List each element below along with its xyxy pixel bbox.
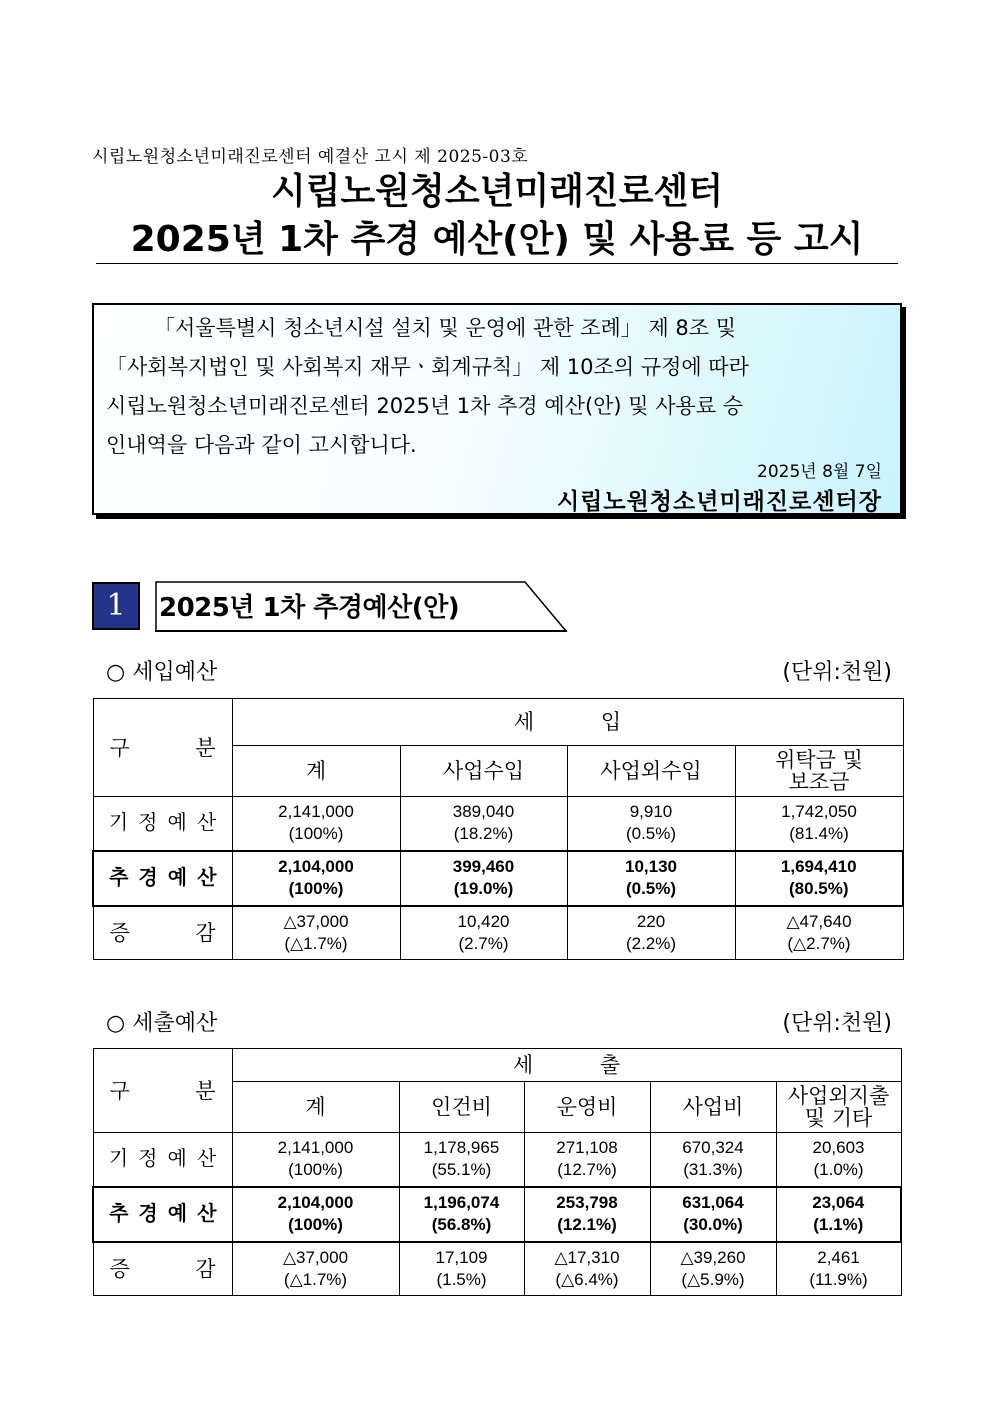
notice-box xyxy=(92,303,902,515)
revenue-row-original xyxy=(93,797,903,851)
notice-line-2: 「사회복지법인 및 사회복지 재무ㆍ회계규칙」 제 10조의 규정에 따라 xyxy=(106,355,749,379)
revenue-col-subsidy: 위탁금 및 보조금 xyxy=(735,746,903,797)
revenue-group-header: 세 입 xyxy=(232,699,903,746)
expenditure-row-revised xyxy=(93,1187,901,1242)
title-underline xyxy=(96,263,898,264)
title-line-2: 2025년 1차 추경 예산(안) 및 사용료 등 고시 xyxy=(130,219,864,260)
revenue-col-business: 사업수입 xyxy=(400,746,567,797)
expenditure-heading: ○ 세출예산 xyxy=(106,1011,218,1036)
table-cell: △39,260 (△5.9%) xyxy=(650,1242,776,1296)
section-number-badge: 1 xyxy=(92,582,140,630)
row-label: 기정예산 xyxy=(93,797,232,851)
table-cell: 389,040 (18.2%) xyxy=(400,797,567,851)
expenditure-col-total: 계 xyxy=(232,1082,399,1133)
table-cell: 2,104,000 (100%) xyxy=(232,851,400,906)
table-cell: 631,064 (30.0%) xyxy=(650,1187,776,1242)
row-label: 기정예산 xyxy=(93,1133,232,1187)
table-cell: 2,141,000 (100%) xyxy=(232,797,400,851)
expenditure-group-header: 세 출 xyxy=(232,1049,901,1082)
table-cell: 1,694,410 (80.5%) xyxy=(735,851,903,906)
table-cell: 220 (2.2%) xyxy=(567,906,735,960)
table-cell: △37,000 (△1.7%) xyxy=(232,906,400,960)
row-label: 추경예산 xyxy=(93,851,232,906)
revenue-row-revised xyxy=(93,851,903,906)
table-cell: 10,130 (0.5%) xyxy=(567,851,735,906)
notice-signature: 시립노원청소년미래진로센터장 xyxy=(556,489,882,515)
table-cell: 1,742,050 (81.4%) xyxy=(735,797,903,851)
expenditure-row-change xyxy=(93,1242,901,1296)
expenditure-unit: (단위:천원) xyxy=(782,1011,892,1036)
table-cell: △47,640 (△2.7%) xyxy=(735,906,903,960)
table-cell: 17,109 (1.5%) xyxy=(399,1242,524,1296)
row-label: 증 감 xyxy=(93,906,232,960)
expenditure-col-personnel: 인건비 xyxy=(399,1082,524,1133)
revenue-col-nonbusiness: 사업외수입 xyxy=(567,746,735,797)
notice-line-4: 인내역을 다음과 같이 고시합니다. xyxy=(106,433,417,457)
table-cell: 2,141,000 (100%) xyxy=(232,1133,399,1187)
table-cell: 253,798 (12.1%) xyxy=(524,1187,650,1242)
table-cell: 670,324 (31.3%) xyxy=(650,1133,776,1187)
row-label: 증 감 xyxy=(93,1242,232,1296)
table-cell: 23,064 (1.1%) xyxy=(776,1187,901,1242)
expenditure-col-other: 사업외지출 및 기타 xyxy=(776,1082,901,1133)
revenue-unit: (단위:천원) xyxy=(782,660,892,685)
table-cell: 2,461 (11.9%) xyxy=(776,1242,901,1296)
table-cell: △37,000 (△1.7%) xyxy=(232,1242,399,1296)
revenue-gubun-header: 구 분 xyxy=(93,699,232,797)
table-cell: 399,460 (19.0%) xyxy=(400,851,567,906)
expenditure-gubun-header: 구 분 xyxy=(93,1049,232,1133)
revenue-col-total: 계 xyxy=(232,746,400,797)
revenue-table xyxy=(92,698,904,960)
expenditure-col-operating: 운영비 xyxy=(524,1082,650,1133)
notice-number: 시립노원청소년미래진로센터 예결산 고시 제 2025-03호 xyxy=(92,147,529,167)
revenue-heading: ○ 세입예산 xyxy=(106,660,218,685)
title-line-1: 시립노원청소년미래진로센터 xyxy=(270,171,724,212)
table-cell: 1,196,074 (56.8%) xyxy=(399,1187,524,1242)
notice-line-3: 시립노원청소년미래진로센터 2025년 1차 추경 예산(안) 및 사용료 승 xyxy=(106,394,744,418)
notice-line-1: 「서울특별시 청소년시설 설치 및 운영에 관한 조례」 제 8조 및 xyxy=(154,316,737,340)
table-cell: 10,420 (2.7%) xyxy=(400,906,567,960)
expenditure-table xyxy=(92,1048,902,1296)
table-cell: 271,108 (12.7%) xyxy=(524,1133,650,1187)
table-cell: 2,104,000 (100%) xyxy=(232,1187,399,1242)
section-title: 2025년 1차 추경예산(안) xyxy=(159,593,460,623)
table-cell: 1,178,965 (55.1%) xyxy=(399,1133,524,1187)
revenue-row-change xyxy=(93,906,903,960)
table-cell: 9,910 (0.5%) xyxy=(567,797,735,851)
notice-body xyxy=(106,309,886,465)
table-cell: 20,603 (1.0%) xyxy=(776,1133,901,1187)
notice-date: 2025년 8월 7일 xyxy=(757,462,882,482)
expenditure-col-project: 사업비 xyxy=(650,1082,776,1133)
expenditure-row-original xyxy=(93,1133,901,1187)
row-label: 추경예산 xyxy=(93,1187,232,1242)
table-cell: △17,310 (△6.4%) xyxy=(524,1242,650,1296)
section-title-tab xyxy=(155,581,569,637)
